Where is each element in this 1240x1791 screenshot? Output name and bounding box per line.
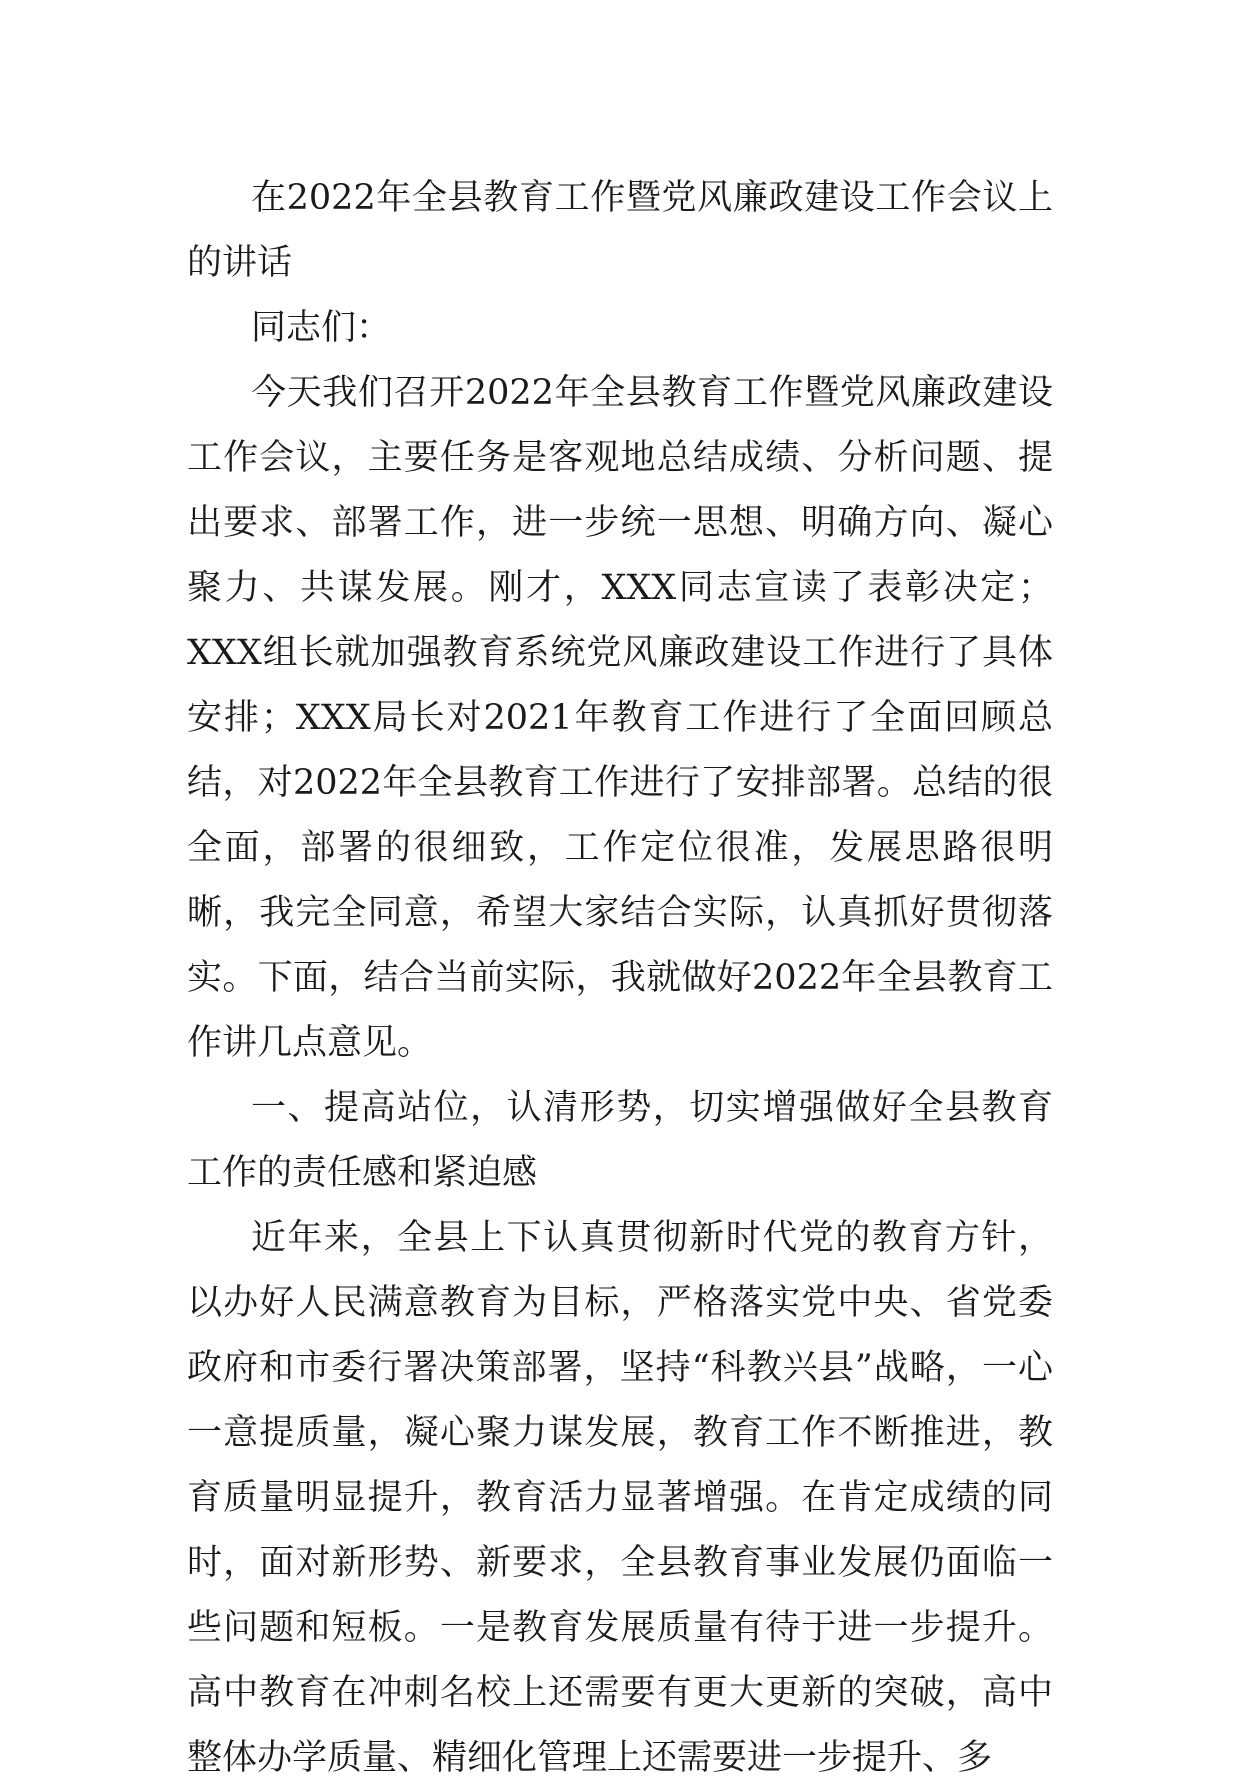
salutation: 同志们： <box>251 308 392 348</box>
section-heading-1: 一、提高站位，认清形势，切实增强做好全县教育工作的责任感和紧迫感 <box>187 1088 1053 1193</box>
paragraph-opening: 今天我们召开2022年全县教育工作暨党风廉政建设工作会议，主要任务是客观地总结成绩、分析问题、提出要求、部署工作，进一步统一思想、明确方向、凝心聚力、共谋发展。刚才，XXX同志宣读了表彰决定；XXX组长就加强教育系统党风廉政建设工作进行了具体安排；XXX局长对2021年教育工作进行了全面回顾总结，对2022年全县教育工作进行了安排部署。总结的很全面，部署的很细致，工作定位很准，发展思路很明晰，我完全同意，希望大家结合实际，认真抓好贯彻落实。下面，结合当前实际，我就做好2022年全县教育工作讲几点意见。 <box>187 373 1053 1063</box>
document-page <box>187 166 1053 1791</box>
paragraph-situation: 近年来，全县上下认真贯彻新时代党的教育方针，以办好人民满意教育为目标，严格落实党中央、省党委政府和市委行署决策部署，坚持“科教兴县”战略，一心一意提质量，凝心聚力谋发展，教育工作不断推进，教育质量明显提升，教育活力显著增强。在肯定成绩的同时，面对新形势、新要求，全县教育事业发展仍面临一些问题和短板。一是教育发展质量有待于进一步提升。高中教育在冲刺名校上还需要有更大更新的突破，高中整体办学质量、精细化管理上还需要进一步提升、多 <box>187 1218 1053 1778</box>
document-title: 在2022年全县教育工作暨党风廉政建设工作会议上的讲话 <box>187 178 1053 283</box>
